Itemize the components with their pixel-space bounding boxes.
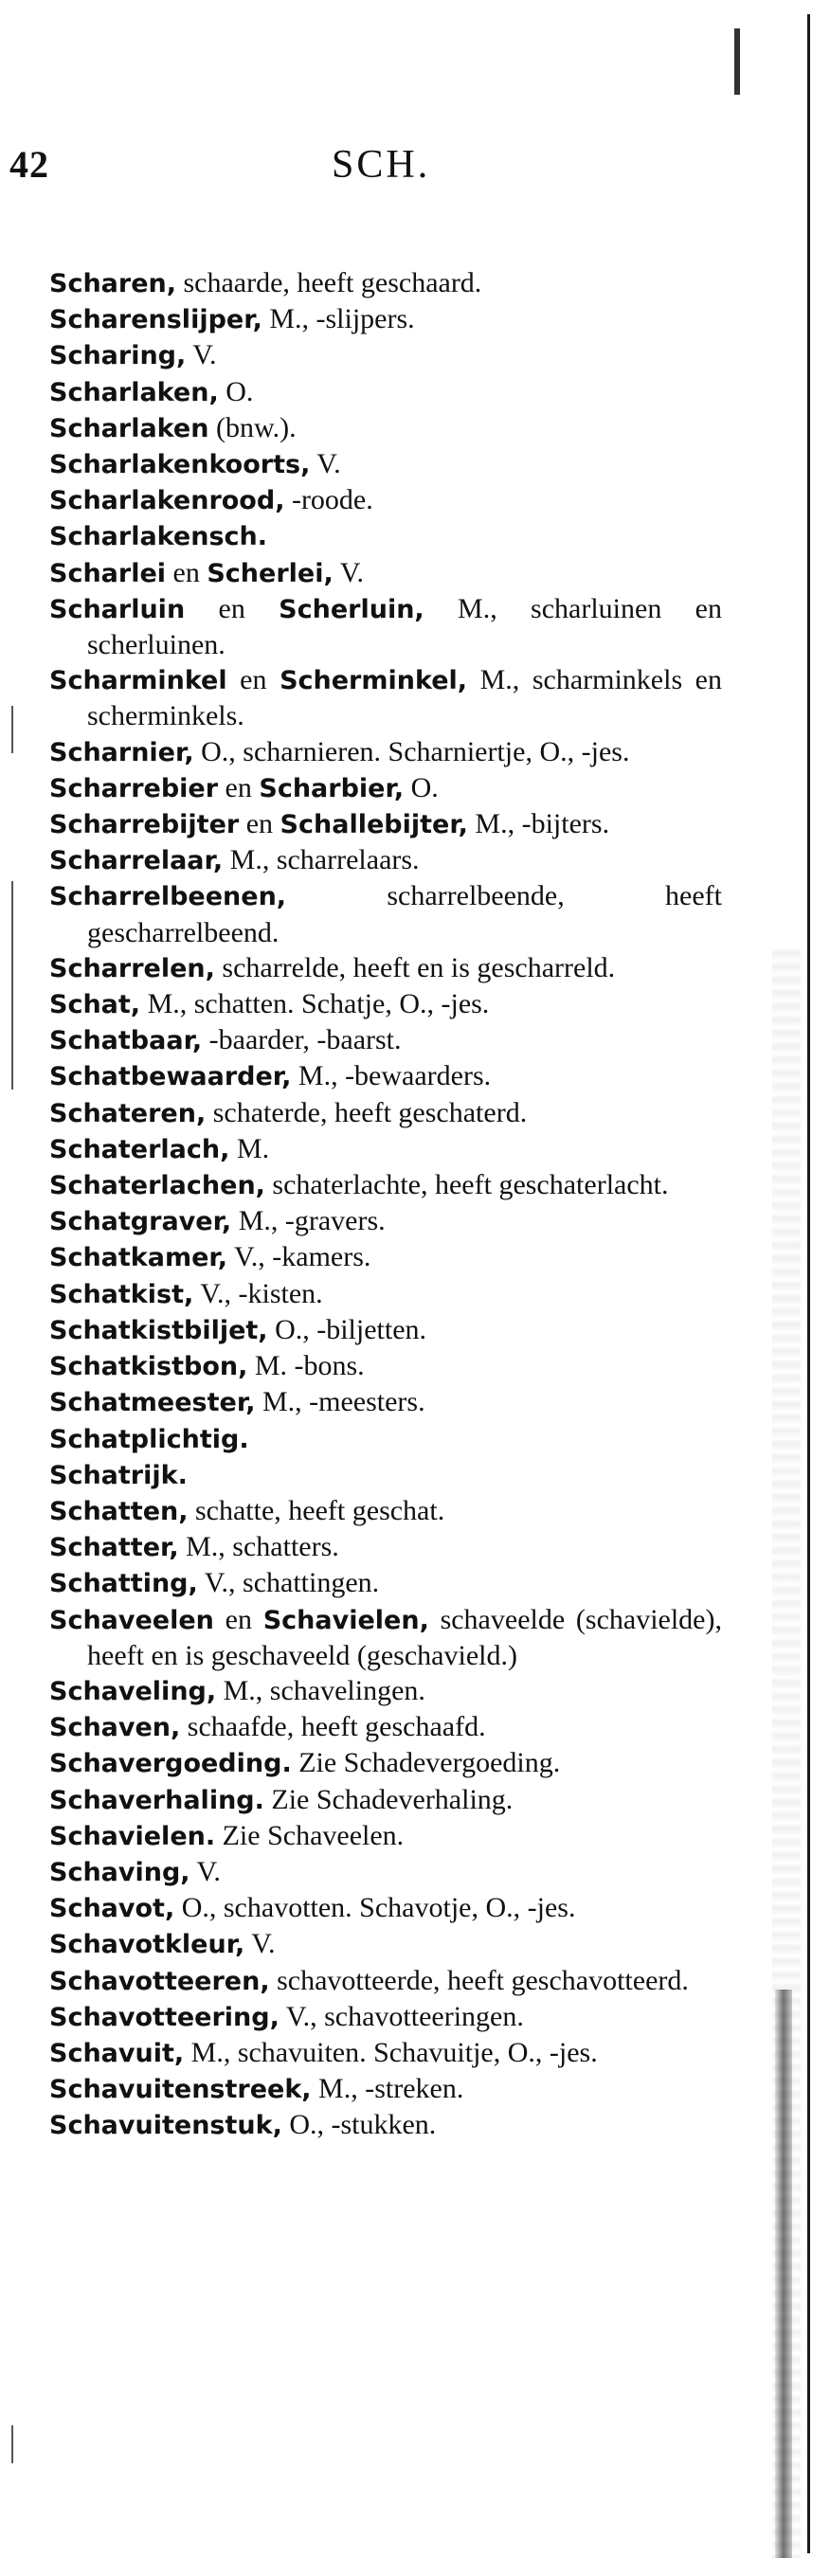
dictionary-entry bbox=[49, 1457, 722, 1493]
entry-headword: Schaveelen bbox=[49, 1605, 214, 1635]
entry-headword: Scharlakenrood, bbox=[49, 486, 285, 516]
entry-headword: Scharlakenkoorts, bbox=[49, 450, 311, 480]
entry-headword: Schaveling, bbox=[49, 1676, 217, 1706]
entry-definition: scharrelde, heeft en is gescharreld. bbox=[214, 951, 616, 983]
entry-definition: M. bbox=[229, 1132, 270, 1164]
dictionary-entry bbox=[49, 1854, 722, 1890]
entry-headword: Scharminkel bbox=[49, 666, 227, 696]
dictionary-entry bbox=[49, 986, 722, 1022]
entry-definition: V., schattingen. bbox=[197, 1567, 380, 1599]
dictionary-entry bbox=[49, 770, 722, 806]
dictionary-entry bbox=[49, 1565, 722, 1601]
entry-headword: Schatplichtig. bbox=[49, 1424, 249, 1454]
dictionary-entry bbox=[49, 1745, 722, 1781]
entry-headword: Scharluin bbox=[49, 594, 186, 624]
page-number: 42 bbox=[9, 143, 49, 186]
dictionary-entry bbox=[49, 1999, 722, 2035]
dictionary-entry bbox=[49, 446, 722, 482]
entry-headword: Schatbaar, bbox=[49, 1026, 203, 1056]
entry-headword: Scharrebijter bbox=[49, 810, 240, 840]
entry-definition: schaterlachte, heeft geschaterlacht. bbox=[264, 1169, 669, 1201]
entry-headword: Schavuitenstreek, bbox=[49, 2075, 312, 2105]
entry-headword-variant: Scherminkel, bbox=[280, 666, 468, 696]
entry-headword: Schatrijk. bbox=[49, 1460, 188, 1490]
entry-definition: M., scharminkels en scherminkels. bbox=[87, 664, 722, 732]
dictionary-entry bbox=[49, 337, 722, 373]
dictionary-entry bbox=[49, 2071, 722, 2107]
dictionary-entry bbox=[49, 1602, 722, 1673]
dictionary-entry bbox=[49, 734, 722, 770]
dictionary-entry bbox=[49, 1963, 722, 1999]
entry-definition: M., -bijters. bbox=[467, 808, 610, 840]
dictionary-entry bbox=[49, 1421, 722, 1457]
dictionary-entry bbox=[49, 482, 722, 518]
entry-headword-variant: Scherlei, bbox=[207, 558, 334, 588]
dictionary-entry bbox=[49, 410, 722, 446]
entry-headword: Schavuit, bbox=[49, 2038, 185, 2068]
entry-headword: Scharrelaar, bbox=[49, 846, 224, 876]
dictionary-entry bbox=[49, 878, 722, 949]
entry-headword: Schavotteering, bbox=[49, 2002, 280, 2032]
entry-headword: Schaterlach, bbox=[49, 1134, 230, 1164]
entry-definition: M., -meesters. bbox=[255, 1386, 425, 1418]
binding-shadow-dark bbox=[775, 1990, 792, 2558]
entry-headword: Schatkistbon, bbox=[49, 1352, 248, 1382]
dictionary-entry bbox=[49, 374, 722, 410]
entry-definition: (bnw.). bbox=[208, 411, 297, 443]
dictionary-entry bbox=[49, 1493, 722, 1529]
entry-headword: Schavuitenstuk, bbox=[49, 2111, 282, 2141]
entry-headword: Schatkistbiljet, bbox=[49, 1315, 268, 1345]
dictionary-entry bbox=[49, 1529, 722, 1565]
entry-definition: M., schatters. bbox=[178, 1531, 339, 1563]
dictionary-entry bbox=[49, 1348, 722, 1384]
dictionary-entry bbox=[49, 1384, 722, 1420]
entry-headword-variant: Schallebijter, bbox=[280, 810, 468, 840]
dictionary-entry bbox=[49, 1022, 722, 1058]
margin-mark bbox=[11, 2425, 13, 2463]
dictionary-entry bbox=[49, 1203, 722, 1239]
dictionary-entry bbox=[49, 518, 722, 554]
entry-headword: Schavotkleur, bbox=[49, 1930, 245, 1960]
entry-definition: schatte, heeft geschat. bbox=[188, 1494, 445, 1526]
entry-headword: Schateren, bbox=[49, 1098, 207, 1128]
dictionary-entry bbox=[49, 1276, 722, 1312]
dictionary-entry bbox=[49, 301, 722, 337]
entry-definition: -baarder, -baarst. bbox=[202, 1024, 402, 1056]
dictionary-entry bbox=[49, 1890, 722, 1926]
entry-headword: Schaven, bbox=[49, 1713, 181, 1743]
entry-headword: Schatmeester, bbox=[49, 1388, 256, 1418]
entry-headword: Schavielen. bbox=[49, 1821, 216, 1851]
entry-headword: Scharrelbeenen, bbox=[49, 882, 287, 912]
margin-mark bbox=[11, 706, 13, 753]
dictionary-entry bbox=[49, 555, 722, 591]
entry-definition: M., -streken. bbox=[311, 2073, 464, 2105]
entry-definition: Zie Schaveelen. bbox=[215, 1819, 405, 1851]
entry-headword: Schaverhaling. bbox=[49, 1785, 264, 1815]
dictionary-entry bbox=[49, 2035, 722, 2071]
entry-headword: Scharrelen, bbox=[49, 953, 215, 983]
entry-headword: Scharlaken bbox=[49, 413, 209, 443]
entry-headword: Schavotteeren, bbox=[49, 1966, 270, 1996]
entry-definition: schaterde, heeft geschaterd. bbox=[206, 1096, 528, 1128]
entry-headword: Schavot, bbox=[49, 1894, 175, 1924]
entry-headword: Schatkist, bbox=[49, 1279, 194, 1309]
entry-headword: Schatgraver, bbox=[49, 1207, 232, 1237]
entry-definition: M., -bewaarders. bbox=[291, 1060, 492, 1092]
dictionary-entry bbox=[49, 1782, 722, 1818]
dictionary-entry bbox=[49, 1058, 722, 1094]
entry-headword: Scharenslijper, bbox=[49, 305, 262, 335]
dictionary-entries bbox=[49, 265, 722, 2144]
entry-headword: Schatting, bbox=[49, 1569, 198, 1599]
entry-headword: Schatkamer, bbox=[49, 1243, 228, 1273]
dictionary-entry bbox=[49, 1167, 722, 1203]
entry-definition: V., -kamers. bbox=[227, 1241, 371, 1273]
entry-definition: O., -stukken. bbox=[281, 2109, 437, 2141]
entry-headword: Schatbewaarder, bbox=[49, 1062, 292, 1092]
dictionary-entry bbox=[49, 1239, 722, 1275]
entry-definition: scharrelbeende, heeft gescharrelbeend. bbox=[87, 880, 722, 948]
entry-headword: Schatten, bbox=[49, 1496, 189, 1526]
entry-definition: en bbox=[226, 664, 280, 696]
entry-definition: V. bbox=[189, 1855, 221, 1887]
entry-headword: Scharrebier bbox=[49, 773, 219, 803]
entry-headword: Scharen, bbox=[49, 269, 176, 298]
entry-definition: schaarde, heeft geschaard. bbox=[176, 267, 482, 298]
entry-definition: en bbox=[218, 771, 260, 803]
dictionary-entry bbox=[49, 950, 722, 986]
entry-definition: M., schavuiten. Schavuitje, O., -jes. bbox=[184, 2036, 598, 2068]
entry-definition: M., scharrelaars. bbox=[223, 844, 420, 876]
entry-definition: V., -kisten. bbox=[193, 1277, 323, 1309]
entry-definition: V. bbox=[244, 1928, 276, 1960]
dictionary-entry bbox=[49, 1709, 722, 1745]
entry-headword: Scharlaken, bbox=[49, 377, 219, 407]
page-edge-line bbox=[807, 14, 810, 2553]
entry-definition: schavotteerde, heeft geschavotteerd. bbox=[269, 1964, 689, 1996]
entry-headword: Schatter, bbox=[49, 1533, 179, 1563]
entry-definition: schaveelde (schavielde), heeft en is geschaveeld (geschavield.) bbox=[87, 1603, 722, 1671]
entry-definition: O., schavotten. Schavotje, O., -jes. bbox=[174, 1892, 576, 1924]
running-head: SCH. bbox=[332, 143, 431, 187]
entry-definition: M. -bons. bbox=[247, 1350, 365, 1382]
entry-definition: M., schatten. Schatje, O., -jes. bbox=[140, 988, 490, 1020]
entry-definition: en bbox=[239, 808, 280, 840]
entry-definition: M., scharluinen en scherluinen. bbox=[87, 592, 722, 661]
entry-definition: O. bbox=[404, 771, 439, 803]
entry-definition: Zie Schadeverhaling. bbox=[263, 1783, 514, 1815]
ink-smudge bbox=[734, 28, 740, 95]
dictionary-entry bbox=[49, 1818, 722, 1854]
entry-definition: Zie Schadevergoeding. bbox=[291, 1747, 561, 1779]
dictionary-entry bbox=[49, 806, 722, 842]
entry-definition: M., -slijpers. bbox=[262, 303, 415, 335]
dictionary-entry bbox=[49, 842, 722, 878]
entry-definition: M., schavelingen. bbox=[216, 1674, 425, 1706]
dictionary-entry bbox=[49, 2107, 722, 2143]
entry-headword-variant: Schavielen, bbox=[262, 1605, 429, 1635]
entry-definition: en bbox=[166, 556, 208, 588]
entry-definition: en bbox=[185, 592, 280, 624]
entry-headword: Schaving, bbox=[49, 1857, 190, 1887]
entry-headword-variant: Scherluin, bbox=[279, 594, 424, 624]
entry-definition: O., scharnieren. Scharniertje, O., -jes. bbox=[193, 735, 630, 767]
entry-definition: M., -gravers. bbox=[231, 1205, 386, 1237]
entry-headword: Scharnier, bbox=[49, 737, 194, 767]
dictionary-entry bbox=[49, 662, 722, 733]
entry-headword: Scharlakensch. bbox=[49, 522, 268, 552]
entry-headword-variant: Scharbier, bbox=[259, 773, 405, 803]
dictionary-entry bbox=[49, 265, 722, 301]
entry-definition: O. bbox=[218, 375, 254, 407]
entry-headword: Scharlei bbox=[49, 558, 167, 588]
dictionary-entry bbox=[49, 1095, 722, 1131]
entry-headword: Schat, bbox=[49, 990, 141, 1020]
entry-headword: Schaterlachen, bbox=[49, 1171, 265, 1201]
entry-headword: Scharing, bbox=[49, 341, 187, 371]
dictionary-entry bbox=[49, 1312, 722, 1348]
entry-definition: V. bbox=[186, 339, 217, 371]
dictionary-entry bbox=[49, 591, 722, 662]
entry-definition: O., -biljetten. bbox=[267, 1313, 427, 1345]
entry-definition: -roode. bbox=[284, 484, 373, 516]
entry-definition: en bbox=[213, 1603, 263, 1635]
margin-mark bbox=[11, 881, 13, 1090]
dictionary-entry bbox=[49, 1673, 722, 1709]
dictionary-entry bbox=[49, 1131, 722, 1167]
entry-definition: V., schavotteeringen. bbox=[279, 2000, 524, 2032]
entry-definition: V. bbox=[333, 556, 365, 588]
entry-definition: V. bbox=[310, 448, 341, 480]
entry-headword: Schavergoeding. bbox=[49, 1749, 292, 1779]
entry-definition: schaafde, heeft geschaafd. bbox=[180, 1711, 486, 1743]
dictionary-entry bbox=[49, 1926, 722, 1962]
